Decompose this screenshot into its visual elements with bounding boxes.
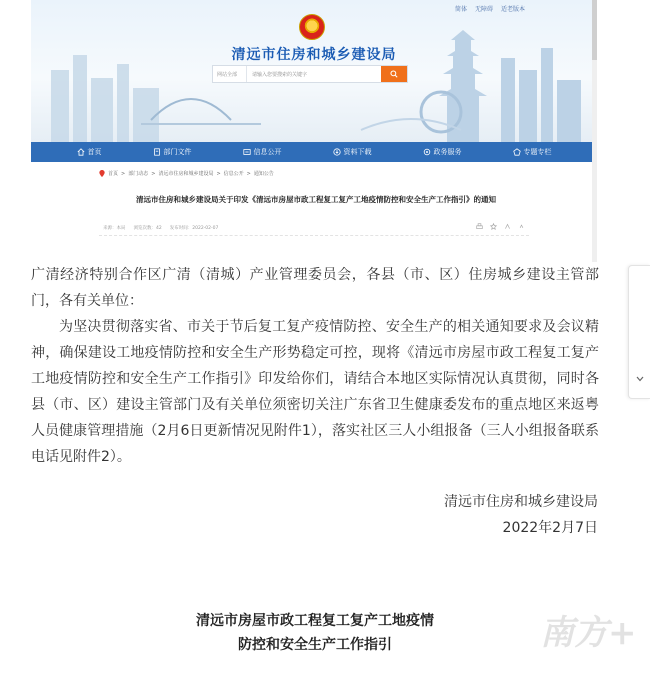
search-input[interactable]: 请输入您要搜索的关键字 (252, 71, 308, 78)
guide-title-line-2: 防控和安全生产工作指引 (238, 637, 392, 653)
meta-source: 来源：本局 (103, 226, 126, 231)
breadcrumb-notices[interactable]: 通知公告 (253, 171, 274, 177)
location-pin-icon (99, 170, 105, 177)
print-icon[interactable] (476, 223, 483, 230)
chevron-down-icon (636, 376, 644, 382)
info-icon (243, 148, 251, 156)
nav-item-home[interactable]: 首页 (77, 147, 102, 157)
top-link-accessibility[interactable]: 无障碍 (474, 6, 493, 13)
meta-divider (99, 235, 529, 236)
scrollbar-thumb[interactable] (592, 0, 597, 60)
site-title: 清远市住房和城乡建设局 (231, 47, 397, 63)
nav-item-topics[interactable]: 专题专栏 (513, 147, 552, 157)
service-icon (423, 148, 431, 156)
nav-item-dept-files[interactable]: 部门文件 (153, 147, 192, 157)
embedded-article-title: 清远市住房和城乡建设局关于印发《清远市房屋市政工程复工复产工地疫情防控和安全生产工作指引》的通知 (136, 195, 496, 204)
body-paragraph: 为坚决贯彻落实省、市关于节后复工复产疫情防控、安全生产的相关通知要求及会议精神，确保建设工地疫情防控和安全生产形势稳定可控，现将《清远市房屋市政工程复工复产工地疫情防控和安全生产工作指引》印发给你们，请结合本地区实际情况认真贯彻，同时各县（市、区）建设主管部门及有关单位须密切关注广东省卫生健康委发布的重点地区来返粤人员健康管理措施（2月6日更新情况见附件1），落实社区三人小组报备（三人小组报备联系电话见附件2）。 (31, 319, 599, 465)
article-meta (103, 225, 218, 231)
breadcrumb-home[interactable]: 首页 (108, 171, 119, 177)
breadcrumb-info[interactable]: 信息公开 (223, 171, 244, 177)
star-icon[interactable] (490, 223, 497, 230)
main-nav (31, 142, 597, 162)
file-icon (153, 148, 161, 156)
topic-icon (513, 148, 521, 156)
download-icon (333, 148, 341, 156)
site-banner (31, 0, 597, 142)
breadcrumb-bureau[interactable]: 清远市住房和城乡建设局 (158, 171, 214, 177)
breadcrumb-dept-news[interactable]: 部门动态 (128, 171, 149, 177)
salutation: 广清经济特别合作区广清（清城）产业管理委员会，各县（市、区）住房城乡建设主管部门，各有关单位： (31, 267, 599, 309)
article-body (31, 262, 599, 470)
guide-title-line-1: 清远市房屋市政工程复工复产工地疫情 (196, 613, 434, 629)
scrollbar[interactable] (592, 0, 597, 262)
home-icon (77, 148, 85, 156)
article-tools (476, 223, 525, 230)
search-button[interactable] (381, 66, 407, 82)
signature-date: 2022年2月7日 (502, 520, 598, 536)
font-size-decrease-icon[interactable] (518, 223, 525, 230)
search-icon (390, 70, 398, 78)
watermark-text: 南方+ (540, 613, 637, 653)
nanfang-plus-watermark-logo (536, 598, 637, 656)
breadcrumb: 首页 > 部门动态 > 清远市住房和城乡建设局 > 信息公开 > 通知公告 (99, 170, 274, 177)
signature: 清远市住房和城乡建设局 (444, 494, 598, 510)
meta-date: 发布时间：2022-02-07 (169, 226, 219, 231)
nav-item-downloads[interactable]: 资料下载 (333, 147, 372, 157)
top-links (455, 4, 525, 13)
top-link-elderly-version[interactable]: 适老版本 (500, 6, 525, 13)
nav-item-info-disclosure[interactable]: 信息公开 (243, 147, 282, 157)
meta-views: 浏览次数：42 (133, 226, 162, 231)
top-link-simplified[interactable]: 简体 (454, 6, 467, 13)
site-search-bar (212, 65, 408, 83)
embedded-site-screenshot (31, 0, 597, 262)
nav-item-gov-services[interactable]: 政务服务 (423, 147, 462, 157)
national-emblem-icon (299, 14, 325, 40)
search-scope-select[interactable]: 网站全部 (213, 66, 247, 82)
font-size-increase-icon[interactable] (504, 223, 511, 230)
side-collapse-tab[interactable] (628, 265, 650, 399)
